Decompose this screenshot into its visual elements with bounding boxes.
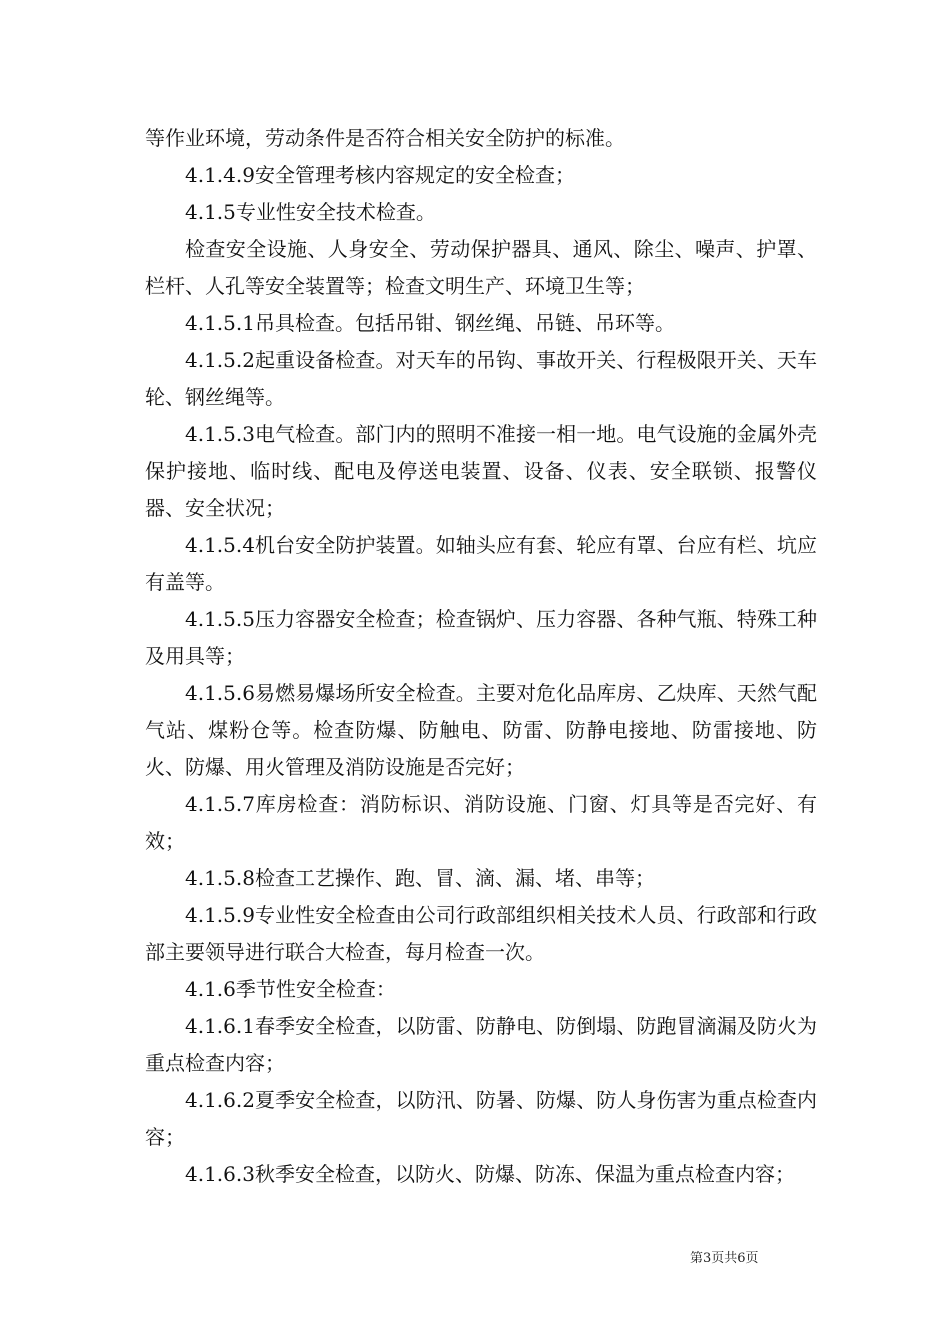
section-heading-4-1-6: 4.1.6季节性安全检查：: [185, 977, 396, 1001]
paragraph-4-1-5-4: 4.1.5.4机台安全防护装置。如轴头应有套、轮应有罩、台应有栏、坑应有盖等。: [145, 533, 817, 594]
paragraph-4-1-6-2: 4.1.6.2夏季安全检查，以防汛、防暑、防爆、防人身伤害为重点检查内容；: [145, 1088, 817, 1149]
paragraph-4-1-4-9: 4.1.4.9安全管理考核内容规定的安全检查；: [185, 163, 575, 187]
paragraph-4-1-5-8: 4.1.5.8检查工艺操作、跑、冒、滴、漏、堵、串等；: [185, 866, 655, 890]
paragraph-4-1-5-7: 4.1.5.7库房检查：消防标识、消防设施、门窗、灯具等是否完好、有效；: [145, 792, 817, 853]
paragraph-4-1-5-5: 4.1.5.5压力容器安全检查；检查锅炉、压力容器、各种气瓶、特殊工种及用具等；: [145, 607, 817, 668]
paragraph-4-1-6-1: 4.1.6.1春季安全检查，以防雷、防静电、防倒塌、防跑冒滴漏及防火为重点检查内容；: [145, 1014, 817, 1075]
page-number: 第3页共6页: [690, 1251, 759, 1266]
paragraph-continuation: 等作业环境，劳动条件是否符合相关安全防护的标准。: [145, 126, 625, 150]
paragraph-4-1-5-9: 4.1.5.9专业性安全检查由公司行政部组织相关技术人员、行政部和行政部主要领导进行联合大检查，每月检查一次。: [145, 903, 817, 964]
paragraph-4-1-5-6: 4.1.5.6易燃易爆场所安全检查。主要对危化品库房、乙炔库、天然气配气站、煤粉仓等。检查防爆、防触电、防雷、防静电接地、防雷接地、防火、防爆、用火管理及消防设施是否完好；: [145, 681, 817, 779]
paragraph-4-1-5-1: 4.1.5.1吊具检查。包括吊钳、钢丝绳、吊链、吊环等。: [185, 311, 675, 335]
paragraph-inspection-scope: 检查安全设施、人身安全、劳动保护器具、通风、除尘、噪声、护罩、栏杆、人孔等安全装置等；检查文明生产、环境卫生等；: [145, 237, 817, 298]
paragraph-4-1-5-2: 4.1.5.2起重设备检查。对天车的吊钩、事故开关、行程极限开关、天车轮、钢丝绳等。: [145, 348, 817, 409]
document-body: [145, 120, 817, 1193]
paragraph-4-1-6-3: 4.1.6.3秋季安全检查，以防火、防爆、防冻、保温为重点检查内容；: [185, 1162, 795, 1186]
section-heading-4-1-5: 4.1.5专业性安全技术检查。: [185, 200, 436, 224]
paragraph-4-1-5-3: 4.1.5.3电气检查。部门内的照明不准接一相一地。电气设施的金属外壳保护接地、临时线、配电及停送电装置、设备、仪表、安全联锁、报警仪器、安全状况；: [145, 422, 817, 520]
